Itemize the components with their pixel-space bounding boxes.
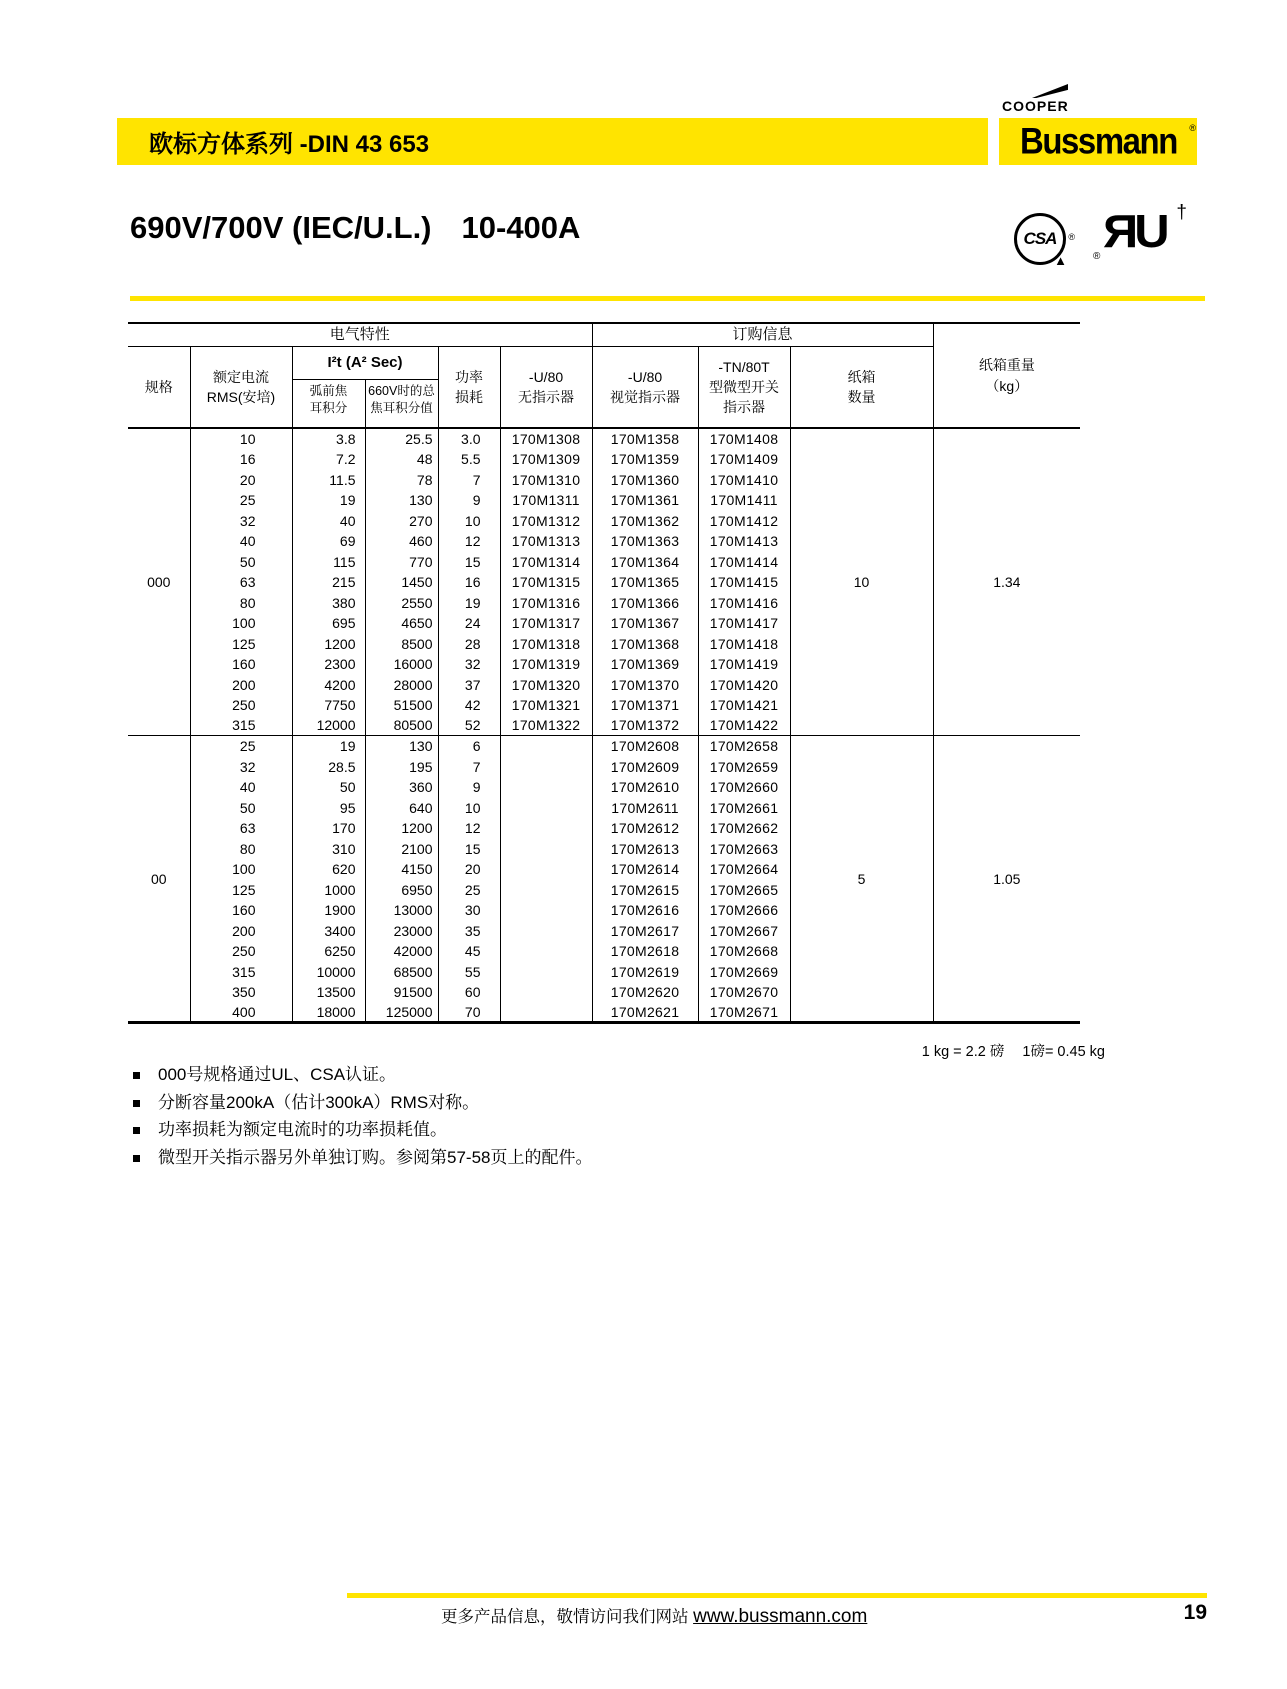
- cell-power-loss: 12: [438, 818, 500, 839]
- cell-power-loss: 12: [438, 531, 500, 552]
- cell-power-loss: 20: [438, 859, 500, 880]
- cell-total-i2t: 195: [365, 756, 438, 777]
- bussmann-wordmark: Bussmann: [1019, 120, 1177, 162]
- spec-cell: 000: [128, 428, 190, 736]
- cell-total-i2t: 2100: [365, 838, 438, 859]
- cell-total-i2t: 28000: [365, 674, 438, 695]
- col-i2t: I²t (A² Sec): [292, 346, 438, 379]
- cell-pn-visual-indicator: 170M2611: [592, 797, 698, 818]
- col-carton-qty: 纸箱 数量: [790, 346, 933, 428]
- cell-rated-current: 20: [190, 469, 292, 490]
- cell-prearc-i2t: 28.5: [292, 756, 365, 777]
- cell-total-i2t: 8500: [365, 633, 438, 654]
- cell-pn-no-indicator: [500, 879, 592, 900]
- cell-pn-microswitch: 170M1410: [698, 469, 790, 490]
- cell-prearc-i2t: 19: [292, 736, 365, 757]
- cell-rated-current: 32: [190, 756, 292, 777]
- cell-rated-current: 250: [190, 941, 292, 962]
- cell-total-i2t: 80500: [365, 715, 438, 736]
- cell-pn-visual-indicator: 170M1366: [592, 592, 698, 613]
- col-u80-visual-indicator: -U/80 视觉指示器: [592, 346, 698, 428]
- cell-prearc-i2t: 4200: [292, 674, 365, 695]
- table-row: [128, 736, 1080, 757]
- cell-pn-no-indicator: 170M1315: [500, 572, 592, 593]
- cell-pn-no-indicator: 170M1319: [500, 654, 592, 675]
- cell-pn-visual-indicator: 170M1361: [592, 490, 698, 511]
- cell-rated-current: 50: [190, 797, 292, 818]
- cell-rated-current: 200: [190, 674, 292, 695]
- table-header: [128, 323, 1080, 428]
- bullet-square-icon: [133, 1155, 140, 1162]
- cell-power-loss: 7: [438, 469, 500, 490]
- cell-pn-microswitch: 170M2658: [698, 736, 790, 757]
- lb-to-kg: 1磅= 0.45 kg: [1022, 1044, 1105, 1060]
- cell-pn-no-indicator: 170M1309: [500, 449, 592, 470]
- cell-prearc-i2t: 170: [292, 818, 365, 839]
- carton-qty-cell: 5: [790, 736, 933, 1023]
- cell-pn-no-indicator: [500, 777, 592, 798]
- cell-pn-visual-indicator: 170M2616: [592, 900, 698, 921]
- cell-power-loss: 15: [438, 838, 500, 859]
- cell-power-loss: 45: [438, 941, 500, 962]
- cell-pn-no-indicator: 170M1311: [500, 490, 592, 511]
- cell-power-loss: 55: [438, 961, 500, 982]
- cell-prearc-i2t: 1900: [292, 900, 365, 921]
- cell-rated-current: 315: [190, 715, 292, 736]
- cell-pn-no-indicator: 170M1313: [500, 531, 592, 552]
- cell-rated-current: 160: [190, 900, 292, 921]
- cell-prearc-i2t: 380: [292, 592, 365, 613]
- cell-pn-visual-indicator: 170M2612: [592, 818, 698, 839]
- kg-to-lb: 1 kg = 2.2 磅: [921, 1044, 1005, 1060]
- cell-pn-no-indicator: 170M1317: [500, 613, 592, 634]
- cell-rated-current: 40: [190, 531, 292, 552]
- cell-pn-microswitch: 170M2663: [698, 838, 790, 859]
- cell-rated-current: 80: [190, 838, 292, 859]
- cell-pn-no-indicator: [500, 941, 592, 962]
- cell-pn-no-indicator: [500, 859, 592, 880]
- page-number: 19: [1183, 1601, 1207, 1624]
- cell-rated-current: 400: [190, 1002, 292, 1023]
- footnote-item: [133, 1121, 592, 1139]
- cell-total-i2t: 16000: [365, 654, 438, 675]
- cell-pn-microswitch: 170M2662: [698, 818, 790, 839]
- csa-certification-icon: [1014, 213, 1075, 268]
- bullet-square-icon: [133, 1072, 140, 1079]
- cell-pn-microswitch: 170M2669: [698, 961, 790, 982]
- bullet-square-icon: [133, 1127, 140, 1134]
- cell-pn-no-indicator: 170M1322: [500, 715, 592, 736]
- cell-total-i2t: 2550: [365, 592, 438, 613]
- group-ordering: 订购信息: [592, 323, 933, 346]
- cell-pn-no-indicator: 170M1314: [500, 551, 592, 572]
- cell-pn-no-indicator: 170M1312: [500, 510, 592, 531]
- footnote-text: 功率损耗为额定电流时的功率损耗值。: [158, 1120, 447, 1139]
- cell-total-i2t: 4150: [365, 859, 438, 880]
- carton-weight-cell: 1.05: [933, 736, 1080, 1023]
- cell-prearc-i2t: 310: [292, 838, 365, 859]
- cell-pn-visual-indicator: 170M2614: [592, 859, 698, 880]
- cell-prearc-i2t: 95: [292, 797, 365, 818]
- group-electrical: 电气特性: [128, 323, 592, 346]
- cell-pn-microswitch: 170M1408: [698, 428, 790, 449]
- cell-prearc-i2t: 115: [292, 551, 365, 572]
- cell-pn-visual-indicator: 170M1360: [592, 469, 698, 490]
- cell-prearc-i2t: 13500: [292, 982, 365, 1003]
- cell-power-loss: 7: [438, 756, 500, 777]
- cell-pn-no-indicator: [500, 797, 592, 818]
- cell-prearc-i2t: 40: [292, 510, 365, 531]
- cell-pn-microswitch: 170M1420: [698, 674, 790, 695]
- cell-total-i2t: 48: [365, 449, 438, 470]
- cell-rated-current: 125: [190, 633, 292, 654]
- csa-triangle-icon: ▲: [1054, 253, 1067, 268]
- cell-pn-visual-indicator: 170M1372: [592, 715, 698, 736]
- cell-pn-microswitch: 170M2667: [698, 920, 790, 941]
- bussmann-logo: [999, 118, 1197, 165]
- csa-letters: CSA: [1023, 229, 1057, 248]
- cell-pn-microswitch: 170M1422: [698, 715, 790, 736]
- cell-pn-visual-indicator: 170M1363: [592, 531, 698, 552]
- cell-rated-current: 315: [190, 961, 292, 982]
- cell-rated-current: 40: [190, 777, 292, 798]
- cell-total-i2t: 125000: [365, 1002, 438, 1023]
- cell-rated-current: 63: [190, 818, 292, 839]
- cell-pn-no-indicator: 170M1308: [500, 428, 592, 449]
- ratings-table: [128, 322, 1080, 1024]
- cell-power-loss: 28: [438, 633, 500, 654]
- cell-pn-microswitch: 170M1419: [698, 654, 790, 675]
- cell-pn-microswitch: 170M1413: [698, 531, 790, 552]
- cell-total-i2t: 23000: [365, 920, 438, 941]
- cell-total-i2t: 460: [365, 531, 438, 552]
- cell-rated-current: 25: [190, 736, 292, 757]
- footnotes: [133, 1066, 592, 1176]
- cell-power-loss: 35: [438, 920, 500, 941]
- footnote-item: [133, 1094, 592, 1112]
- cell-rated-current: 25: [190, 490, 292, 511]
- cell-pn-no-indicator: [500, 1002, 592, 1023]
- cell-prearc-i2t: 215: [292, 572, 365, 593]
- cell-pn-microswitch: 170M2668: [698, 941, 790, 962]
- ul-certification-icon: [1093, 202, 1193, 262]
- cell-pn-no-indicator: 170M1321: [500, 695, 592, 716]
- col-carton-weight: 纸箱重量 （kg）: [933, 323, 1080, 428]
- cell-pn-microswitch: 170M2661: [698, 797, 790, 818]
- cell-total-i2t: 42000: [365, 941, 438, 962]
- cell-prearc-i2t: 69: [292, 531, 365, 552]
- cell-total-i2t: 6950: [365, 879, 438, 900]
- cell-pn-visual-indicator: 170M2609: [592, 756, 698, 777]
- cell-prearc-i2t: 10000: [292, 961, 365, 982]
- cell-pn-microswitch: 170M2665: [698, 879, 790, 900]
- cell-pn-visual-indicator: 170M2613: [592, 838, 698, 859]
- cell-pn-visual-indicator: 170M1359: [592, 449, 698, 470]
- cell-pn-visual-indicator: 170M1358: [592, 428, 698, 449]
- cell-prearc-i2t: 3400: [292, 920, 365, 941]
- cell-pn-microswitch: 170M1412: [698, 510, 790, 531]
- cell-pn-visual-indicator: 170M2620: [592, 982, 698, 1003]
- cell-power-loss: 16: [438, 572, 500, 593]
- bullet-square-icon: [133, 1100, 140, 1107]
- cell-rated-current: 16: [190, 449, 292, 470]
- cell-total-i2t: 270: [365, 510, 438, 531]
- page-title: [130, 210, 580, 246]
- cell-pn-no-indicator: [500, 982, 592, 1003]
- cell-rated-current: 125: [190, 879, 292, 900]
- table-body: [128, 428, 1080, 1023]
- cell-pn-visual-indicator: 170M2617: [592, 920, 698, 941]
- cell-total-i2t: 640: [365, 797, 438, 818]
- cell-total-i2t: 68500: [365, 961, 438, 982]
- cell-power-loss: 19: [438, 592, 500, 613]
- cell-pn-no-indicator: [500, 920, 592, 941]
- cell-prearc-i2t: 620: [292, 859, 365, 880]
- cell-pn-visual-indicator: 170M1368: [592, 633, 698, 654]
- cell-rated-current: 32: [190, 510, 292, 531]
- cell-rated-current: 200: [190, 920, 292, 941]
- cell-pn-microswitch: 170M1414: [698, 551, 790, 572]
- cell-power-loss: 6: [438, 736, 500, 757]
- cell-rated-current: 100: [190, 859, 292, 880]
- cell-prearc-i2t: 11.5: [292, 469, 365, 490]
- cell-power-loss: 52: [438, 715, 500, 736]
- col-u80-no-indicator: -U/80 无指示器: [500, 346, 592, 428]
- cell-pn-visual-indicator: 170M2615: [592, 879, 698, 900]
- footnote-text: 000号规格通过UL、CSA认证。: [158, 1065, 397, 1084]
- cell-pn-microswitch: 170M2670: [698, 982, 790, 1003]
- cell-total-i2t: 130: [365, 736, 438, 757]
- cell-rated-current: 100: [190, 613, 292, 634]
- cell-prearc-i2t: 6250: [292, 941, 365, 962]
- cell-pn-no-indicator: 170M1320: [500, 674, 592, 695]
- cooper-wordmark: COOPER: [1002, 98, 1069, 114]
- cell-pn-visual-indicator: 170M1367: [592, 613, 698, 634]
- cell-pn-microswitch: 170M2671: [698, 1002, 790, 1023]
- cell-pn-microswitch: 170M1417: [698, 613, 790, 634]
- title-voltage: 690V/700V (IEC/U.L.): [130, 210, 432, 245]
- carton-weight-cell: 1.34: [933, 428, 1080, 736]
- cooper-flag-icon: [1032, 84, 1068, 98]
- cell-power-loss: 15: [438, 551, 500, 572]
- cell-pn-visual-indicator: 170M1371: [592, 695, 698, 716]
- registered-mark: ®: [1189, 123, 1196, 133]
- cell-pn-microswitch: 170M1409: [698, 449, 790, 470]
- col-total-i2t-660v: 660V时的总 焦耳积分值: [365, 379, 438, 428]
- cell-total-i2t: 78: [365, 469, 438, 490]
- cell-rated-current: 63: [190, 572, 292, 593]
- footer-info: 更多产品信息，敬情访问我们网站: [441, 1608, 694, 1626]
- cell-pn-microswitch: 170M2660: [698, 777, 790, 798]
- spec-cell: 00: [128, 736, 190, 1023]
- cell-power-loss: 42: [438, 695, 500, 716]
- title-current-range: 10-400A: [461, 210, 581, 245]
- cell-total-i2t: 1450: [365, 572, 438, 593]
- cell-power-loss: 10: [438, 797, 500, 818]
- cell-pn-microswitch: 170M1418: [698, 633, 790, 654]
- cell-power-loss: 5.5: [438, 449, 500, 470]
- cell-total-i2t: 51500: [365, 695, 438, 716]
- cell-pn-visual-indicator: 170M1370: [592, 674, 698, 695]
- cell-pn-visual-indicator: 170M2610: [592, 777, 698, 798]
- cell-pn-no-indicator: [500, 838, 592, 859]
- cell-power-loss: 30: [438, 900, 500, 921]
- table-row: [128, 428, 1080, 449]
- cell-prearc-i2t: 3.8: [292, 428, 365, 449]
- series-title-bar: [117, 118, 988, 165]
- cell-power-loss: 3.0: [438, 428, 500, 449]
- col-prearc-i2t: 弧前焦 耳积分: [292, 379, 365, 428]
- cell-pn-no-indicator: 170M1318: [500, 633, 592, 654]
- cell-power-loss: 32: [438, 654, 500, 675]
- group-header-row: [128, 323, 1080, 346]
- footnote-text: 分断容量200kA（估计300kA）RMS对称。: [158, 1092, 480, 1112]
- cell-prearc-i2t: 2300: [292, 654, 365, 675]
- cell-power-loss: 24: [438, 613, 500, 634]
- cell-pn-no-indicator: [500, 736, 592, 757]
- cell-power-loss: 9: [438, 490, 500, 511]
- cell-pn-microswitch: 170M2659: [698, 756, 790, 777]
- cell-pn-visual-indicator: 170M2608: [592, 736, 698, 757]
- footer-text: [441, 1603, 867, 1628]
- cell-pn-visual-indicator: 170M2619: [592, 961, 698, 982]
- cell-pn-microswitch: 170M1411: [698, 490, 790, 511]
- col-rated-current: 额定电流 RMS(安培): [190, 346, 292, 428]
- footnote-item: [133, 1066, 592, 1084]
- cell-rated-current: 50: [190, 551, 292, 572]
- dagger-mark: †: [1176, 202, 1187, 223]
- cell-pn-microswitch: 170M2666: [698, 900, 790, 921]
- cell-pn-microswitch: 170M1416: [698, 592, 790, 613]
- cell-total-i2t: 25.5: [365, 428, 438, 449]
- yellow-divider-rule: [130, 296, 1205, 301]
- cell-total-i2t: 130: [365, 490, 438, 511]
- cell-pn-visual-indicator: 170M1365: [592, 572, 698, 593]
- cell-pn-visual-indicator: 170M1362: [592, 510, 698, 531]
- cell-rated-current: 350: [190, 982, 292, 1003]
- ratings-table-wrapper: [128, 322, 1080, 1024]
- cell-power-loss: 9: [438, 777, 500, 798]
- series-title: 欧标方体系列 -DIN 43 653: [149, 131, 430, 158]
- cell-pn-visual-indicator: 170M1369: [592, 654, 698, 675]
- col-power-loss: 功率 损耗: [438, 346, 500, 428]
- cell-pn-no-indicator: [500, 961, 592, 982]
- cell-prearc-i2t: 19: [292, 490, 365, 511]
- cell-power-loss: 25: [438, 879, 500, 900]
- cell-power-loss: 10: [438, 510, 500, 531]
- cell-total-i2t: 13000: [365, 900, 438, 921]
- cell-prearc-i2t: 18000: [292, 1002, 365, 1023]
- cell-total-i2t: 770: [365, 551, 438, 572]
- cell-pn-microswitch: 170M1415: [698, 572, 790, 593]
- cell-prearc-i2t: 1200: [292, 633, 365, 654]
- carton-qty-cell: 10: [790, 428, 933, 736]
- cell-power-loss: 37: [438, 674, 500, 695]
- cell-prearc-i2t: 50: [292, 777, 365, 798]
- cell-prearc-i2t: 12000: [292, 715, 365, 736]
- col-tn80t-microswitch: -TN/80T 型微型开关 指示器: [698, 346, 790, 428]
- cell-rated-current: 80: [190, 592, 292, 613]
- cell-prearc-i2t: 695: [292, 613, 365, 634]
- unit-conversion-note: [128, 1040, 1105, 1061]
- cell-power-loss: 70: [438, 1002, 500, 1023]
- cell-pn-visual-indicator: 170M1364: [592, 551, 698, 572]
- cell-pn-no-indicator: 170M1310: [500, 469, 592, 490]
- cell-pn-no-indicator: [500, 900, 592, 921]
- cell-total-i2t: 4650: [365, 613, 438, 634]
- cell-prearc-i2t: 7.2: [292, 449, 365, 470]
- cell-pn-microswitch: 170M1421: [698, 695, 790, 716]
- csa-registered-mark: ®: [1068, 232, 1075, 242]
- footnote-text: 微型开关指示器另外单独订购。参阅第57-58页上的配件。: [158, 1147, 593, 1167]
- cell-total-i2t: 91500: [365, 982, 438, 1003]
- cell-pn-no-indicator: [500, 756, 592, 777]
- footnote-item: [133, 1149, 592, 1167]
- cell-rated-current: 250: [190, 695, 292, 716]
- col-spec: 规格: [144, 378, 173, 395]
- cell-prearc-i2t: 7750: [292, 695, 365, 716]
- cell-rated-current: 160: [190, 654, 292, 675]
- cell-total-i2t: 1200: [365, 818, 438, 839]
- cell-power-loss: 60: [438, 982, 500, 1003]
- cell-pn-no-indicator: [500, 818, 592, 839]
- cell-pn-microswitch: 170M2664: [698, 859, 790, 880]
- ul-registered-mark: ®: [1093, 251, 1101, 262]
- footer-rule: [347, 1593, 1207, 1598]
- cell-prearc-i2t: 1000: [292, 879, 365, 900]
- ul-letters: ЯU: [1103, 206, 1166, 258]
- cell-pn-no-indicator: 170M1316: [500, 592, 592, 613]
- footer-url-link[interactable]: www.bussmann.com: [693, 1606, 868, 1627]
- cell-rated-current: 10: [190, 428, 292, 449]
- cell-pn-visual-indicator: 170M2618: [592, 941, 698, 962]
- cooper-logo: [1002, 84, 1092, 118]
- cell-pn-visual-indicator: 170M2621: [592, 1002, 698, 1023]
- cell-total-i2t: 360: [365, 777, 438, 798]
